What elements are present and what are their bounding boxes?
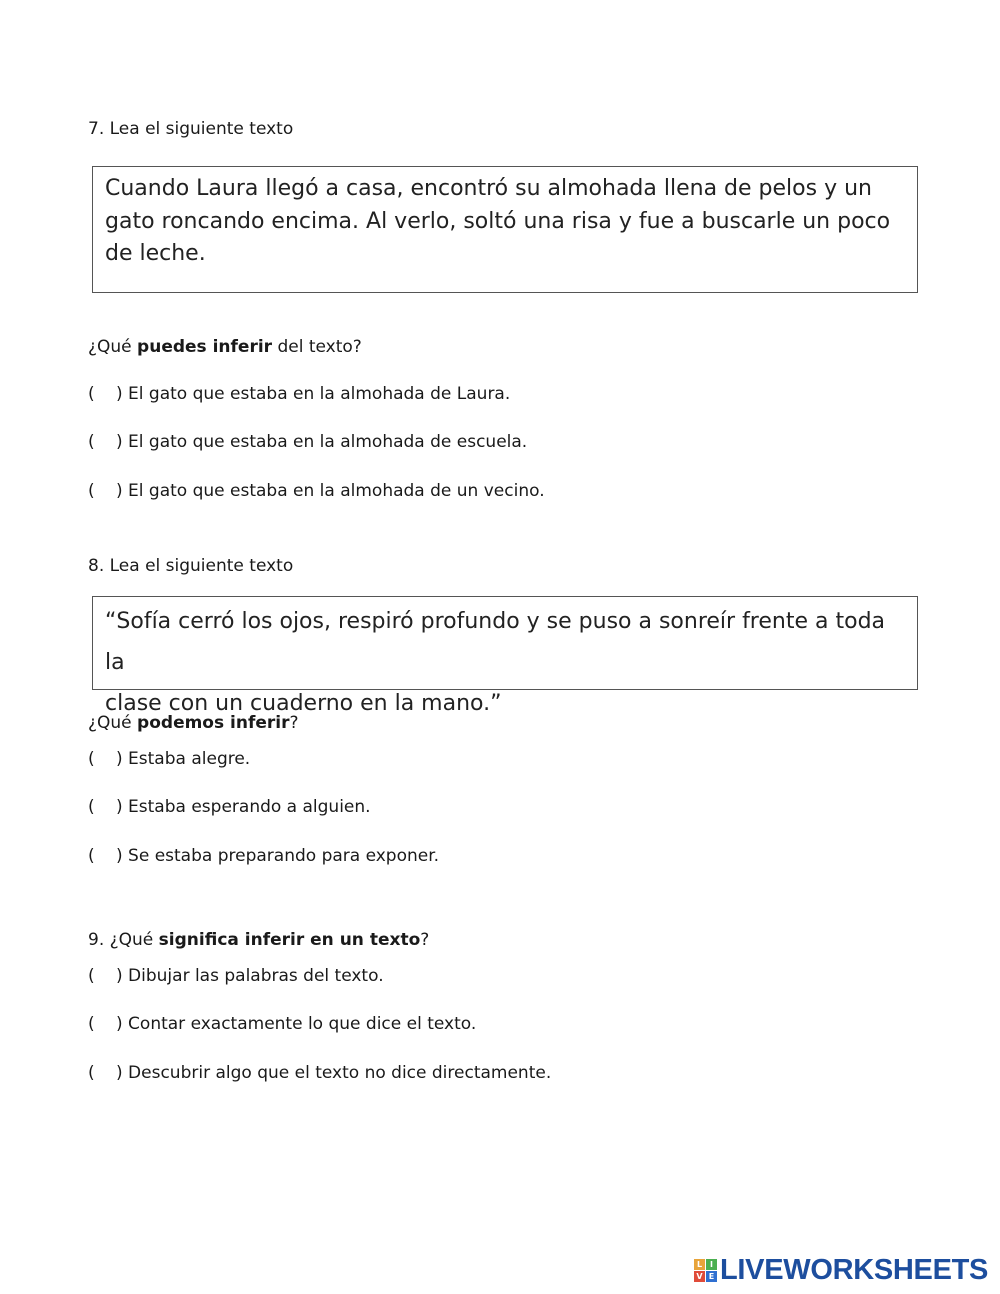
q8-passage-line: “Sofía cerró los ojos, respiró profundo y se puso a sonreír frente a toda la — [105, 609, 886, 675]
q8-option-text: Estaba esperando a alguien. — [128, 797, 371, 817]
q9-option-text: Descubrir algo que el texto no dice directamente. — [128, 1063, 552, 1083]
q7-question-post: del texto? — [272, 337, 362, 357]
liveworksheets-logo — [694, 1254, 988, 1287]
answer-paren-close: ) — [116, 966, 123, 986]
q9-option-text: Contar exactamente lo que dice el texto. — [128, 1014, 477, 1034]
q8-passage-box — [92, 596, 918, 716]
q7-option-2[interactable] — [88, 432, 527, 452]
q7-question-bold: puedes inferir — [137, 337, 273, 357]
q8-option-3[interactable] — [88, 846, 439, 866]
q7-option-1[interactable] — [88, 384, 510, 404]
answer-paren[interactable]: ( — [88, 749, 95, 769]
answer-paren[interactable]: ( — [88, 1063, 95, 1083]
answer-paren[interactable]: ( — [88, 481, 95, 501]
answer-paren[interactable]: ( — [88, 797, 95, 817]
answer-paren-close: ) — [116, 384, 123, 404]
answer-paren-close: ) — [116, 1014, 123, 1034]
q7-question — [88, 337, 362, 357]
q8-question-bold: podemos inferir — [137, 713, 290, 733]
answer-paren-close: ) — [116, 797, 123, 817]
answer-paren-close: ) — [116, 846, 123, 866]
q7-heading: 7. Lea el siguiente texto — [88, 119, 294, 139]
logo-icon-cell: V — [694, 1271, 705, 1282]
q7-question-pre: ¿Qué — [88, 337, 138, 357]
answer-paren[interactable]: ( — [88, 432, 95, 452]
logo-icon-cell: I — [706, 1259, 717, 1270]
q9-question-pre: 9. ¿Qué — [88, 930, 159, 950]
q8-passage-line: clase con un cuaderno en la mano.” — [105, 691, 502, 716]
q9-option-2[interactable] — [88, 1014, 476, 1034]
q8-question-post: ? — [289, 713, 299, 733]
q8-question-pre: ¿Qué — [88, 713, 138, 733]
logo-icon-cell: E — [706, 1271, 717, 1282]
q7-option-text: El gato que estaba en la almohada de Laura. — [128, 384, 511, 404]
q9-question-bold: significa inferir en un texto — [158, 930, 421, 950]
q8-option-1[interactable] — [88, 749, 250, 769]
q7-passage-line: de leche. — [105, 241, 206, 266]
liveworksheets-logo-icon — [694, 1259, 717, 1282]
logo-icon-cell: L — [694, 1259, 705, 1270]
q7-option-text: El gato que estaba en la almohada de escuela. — [128, 432, 528, 452]
logo-text: LIVEWORKSHEETS — [720, 1254, 989, 1286]
answer-paren-close: ) — [116, 432, 123, 452]
answer-paren-close: ) — [116, 1063, 123, 1083]
q7-passage-line: Cuando Laura llegó a casa, encontró su almohada llena de pelos y un — [105, 176, 872, 201]
q8-option-text: Estaba alegre. — [128, 749, 251, 769]
q7-passage-box — [92, 166, 918, 293]
answer-paren-close: ) — [116, 749, 123, 769]
q9-option-3[interactable] — [88, 1063, 551, 1083]
answer-paren[interactable]: ( — [88, 384, 95, 404]
q8-heading: 8. Lea el siguiente texto — [88, 556, 294, 576]
q8-question — [88, 713, 299, 733]
answer-paren[interactable]: ( — [88, 1014, 95, 1034]
q9-question-post: ? — [420, 930, 430, 950]
q8-option-text: Se estaba preparando para exponer. — [128, 846, 440, 866]
q7-option-3[interactable] — [88, 481, 545, 501]
q7-option-text: El gato que estaba en la almohada de un vecino. — [128, 481, 545, 501]
q9-option-text: Dibujar las palabras del texto. — [128, 966, 384, 986]
answer-paren-close: ) — [116, 481, 123, 501]
answer-paren[interactable]: ( — [88, 966, 95, 986]
q8-option-2[interactable] — [88, 797, 371, 817]
q7-passage-line: gato roncando encima. Al verlo, soltó una risa y fue a buscarle un poco — [105, 208, 891, 234]
answer-paren[interactable]: ( — [88, 846, 95, 866]
q9-question — [88, 930, 429, 950]
q9-option-1[interactable] — [88, 966, 384, 986]
